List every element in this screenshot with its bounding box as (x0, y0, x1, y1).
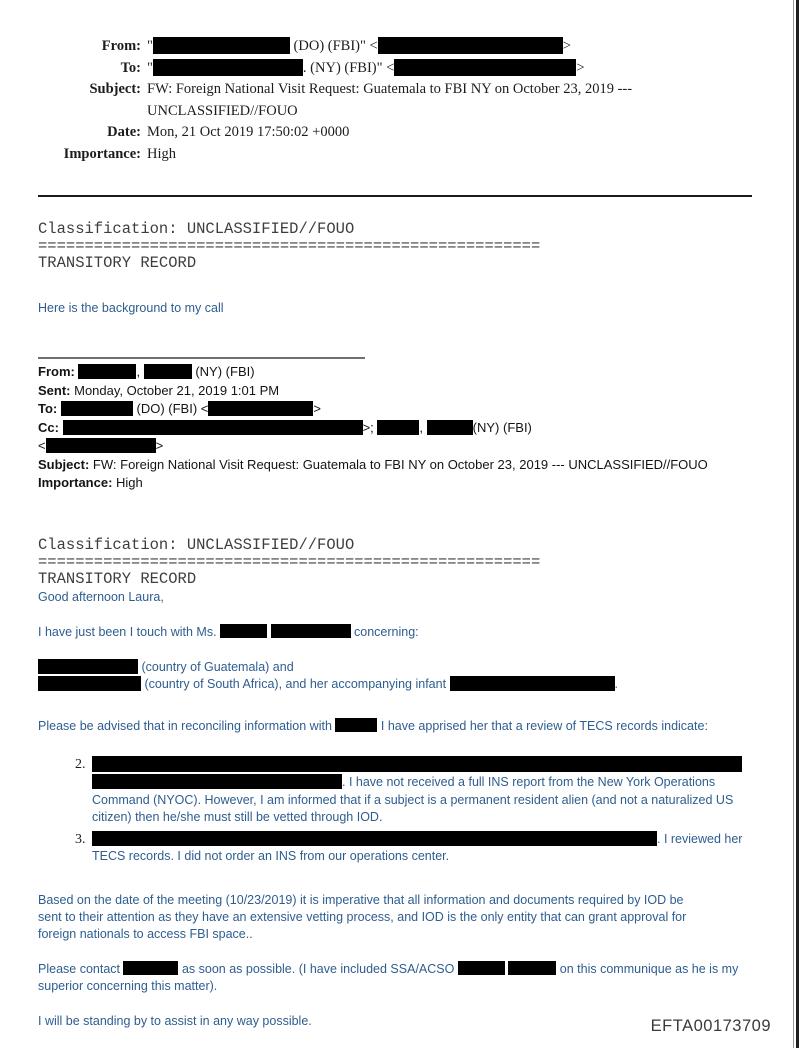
inner-to-label: To: (38, 401, 58, 416)
based-line-1: Based on the date of the meeting (10/23/2019) it is imperative that all information and documents required by IOD be (38, 892, 684, 907)
redaction-bar (458, 961, 505, 975)
header-row-date (38, 122, 770, 144)
numbered-list (38, 756, 770, 866)
to-close-bracket: > (576, 59, 585, 76)
redaction-bar (450, 676, 615, 691)
transitory-record-line: TRANSITORY RECORD (38, 569, 197, 588)
header-row-subject (38, 79, 770, 122)
date-value: Mon, 21 Oct 2019 17:50:02 +0000 (147, 124, 350, 140)
guatemala-line (38, 659, 770, 676)
redaction-bar (144, 364, 192, 379)
greeting-line: Good afternoon Laura, (38, 589, 164, 604)
redaction-bar (427, 420, 473, 435)
inner-row-cc-address (38, 437, 770, 456)
from-org-text: (DO) (FBI)" < (293, 38, 378, 54)
inner-cc-org: (NY) (FBI) (472, 419, 532, 435)
redaction-bar (92, 774, 342, 789)
redaction-bar (335, 718, 377, 732)
redaction-bar (92, 831, 657, 846)
classification-line: Classification: UNCLASSIFIED//FOUO (38, 220, 355, 238)
redaction-bar (394, 59, 576, 76)
inner-row-subject (38, 456, 770, 475)
inner-from-label: From: (38, 364, 75, 379)
advised-text-post: I have apprised her that a review of TECS records indicate: (380, 718, 708, 733)
to-org-text: . (NY) (FBI)" < (302, 59, 395, 76)
inner-from-comma: , (136, 364, 141, 379)
classification-line: Classification: UNCLASSIFIED//FOUO (38, 535, 355, 554)
list-item-2-text-line3: Command (NYOC). However, I am informed that if a subject is a permanent resident alien (and not a naturalized (92, 792, 713, 807)
redaction-bar (38, 676, 141, 691)
header-divider-rule (38, 195, 752, 197)
subject-line-1: FW: Foreign National Visit Request: Guatemala to FBI NY on October 23, 2019 --- (147, 81, 633, 97)
from-open-quote: " (147, 38, 153, 54)
page-scan-edge-dark (796, 0, 799, 1048)
south-africa-line (38, 676, 770, 693)
redaction-bar (220, 624, 267, 638)
from-close-bracket: > (562, 38, 571, 54)
efta-number: EFTA00173709 (650, 1017, 771, 1035)
list-item-3 (38, 831, 770, 866)
quoted-message-divider (38, 357, 365, 359)
email-header-inner (38, 363, 770, 493)
header-row-from (38, 36, 770, 58)
subject-label: Subject: (89, 81, 141, 97)
south-africa-text: (country of South Africa), and her accompanying infant (144, 676, 447, 691)
contact-text-pre: Please contact (38, 961, 120, 976)
based-line-3: foreign nationals to access FBI space.. (38, 926, 253, 941)
inner-cc2-open: < (38, 438, 46, 453)
importance-label: Importance: (63, 145, 141, 162)
inner-importance-label: Importance: (38, 475, 113, 490)
redaction-bar (508, 961, 556, 975)
subject-value (147, 79, 770, 122)
contact-line-2: superior concerning this matter). (38, 978, 218, 993)
classification-block-2 (38, 537, 770, 588)
redaction-bar (61, 401, 133, 416)
inner-row-to (38, 400, 770, 419)
classification-block-1 (38, 221, 770, 272)
inner-cc-sep1: >; (362, 419, 374, 435)
redaction-bar (78, 364, 136, 379)
contact-line-1 (38, 961, 770, 978)
inner-cc-label: Cc: (38, 419, 59, 435)
email-header-outer (38, 36, 770, 165)
south-africa-period: . (614, 676, 619, 691)
list-item-2-text-line4: US citizen) then he/she must still be vetted through IOD. (92, 792, 734, 824)
list-item-2-content (92, 756, 764, 827)
advised-paragraph (38, 718, 770, 735)
inner-row-importance (38, 474, 770, 493)
redaction-bar (153, 59, 303, 76)
list-item-3-content (92, 831, 764, 866)
header-row-to (38, 58, 770, 80)
from-value (147, 36, 770, 58)
redaction-bar (63, 420, 363, 435)
redaction-bar (123, 961, 178, 975)
page-scan-edge-light (793, 0, 794, 1048)
intro-line: Here is the background to my call (38, 301, 224, 315)
closing-line: I will be standing by to assist in any way possible. (38, 1013, 312, 1028)
from-label: From: (101, 38, 141, 54)
contact-text-post: on this communique as he is my (559, 961, 739, 976)
subject-line-2: UNCLASSIFIED//FOUO (147, 102, 298, 119)
header-row-importance (38, 144, 770, 166)
redaction-bar (46, 438, 156, 453)
touch-paragraph (38, 624, 770, 641)
to-label: To: (120, 59, 141, 76)
list-item-2-number: 2. (75, 756, 86, 772)
redaction-bar (378, 37, 563, 54)
inner-sent-label: Sent: (38, 382, 71, 398)
inner-row-from (38, 363, 770, 382)
importance-value: High (147, 145, 176, 162)
contact-paragraph (38, 961, 770, 995)
redaction-bar (38, 659, 138, 674)
list-item-2 (38, 756, 770, 827)
to-value (147, 58, 770, 80)
inner-cc2-close: > (155, 438, 164, 453)
list-item-2-text: . I have not received a full INS report from the New York Operations (342, 775, 716, 789)
list-item-3-text: . I reviewed her (657, 831, 743, 846)
inner-to-bracket: > (313, 401, 321, 416)
inner-cc-sep2: , (419, 419, 424, 435)
inner-row-sent (38, 382, 770, 401)
guatemala-text: (country of Guatemala) and (141, 659, 294, 674)
based-line-2: sent to their attention as they have an extensive vetting process, and IOD is the only entity that can grant approval for (38, 909, 687, 924)
date-label: Date: (107, 124, 141, 140)
inner-importance-value: High (116, 475, 143, 490)
inner-to-org: (DO) (FBI) < (136, 401, 209, 416)
inner-subject-label: Subject: (38, 456, 90, 472)
classification-separator: ====================================================== (38, 553, 541, 571)
redaction-bar (208, 401, 313, 416)
redaction-bar (271, 624, 351, 638)
subjects-paragraph (38, 659, 770, 693)
contact-text-mid: as soon as possible. (I have included SSA/ACSO (181, 961, 455, 976)
transitory-record-line: TRANSITORY RECORD (38, 254, 197, 272)
redaction-bar (377, 420, 419, 435)
list-item-3-text-line2: TECS records. I did not order an INS from our operations center. (92, 849, 450, 863)
inner-from-org: (NY) (FBI) (195, 364, 255, 379)
list-item-3-number: 3. (75, 831, 86, 847)
touch-text-pre: I have just been I touch with Ms. (38, 624, 217, 639)
inner-subject-value: FW: Foreign National Visit Request: Guatemala to FBI NY on October 23, 2019 --- UNCLASSIFIED//FOUO (92, 456, 708, 472)
classification-separator: ====================================================== (38, 238, 541, 255)
to-open-quote: " (147, 59, 153, 76)
redaction-bar (92, 756, 742, 772)
inner-sent-value: Monday, October 21, 2019 1:01 PM (74, 382, 280, 398)
inner-row-cc (38, 419, 770, 438)
based-paragraph (38, 892, 770, 943)
advised-text-pre: Please be advised that in reconciling information with (38, 718, 332, 733)
touch-text-post: concerning: (354, 624, 419, 639)
redaction-bar (153, 37, 290, 54)
